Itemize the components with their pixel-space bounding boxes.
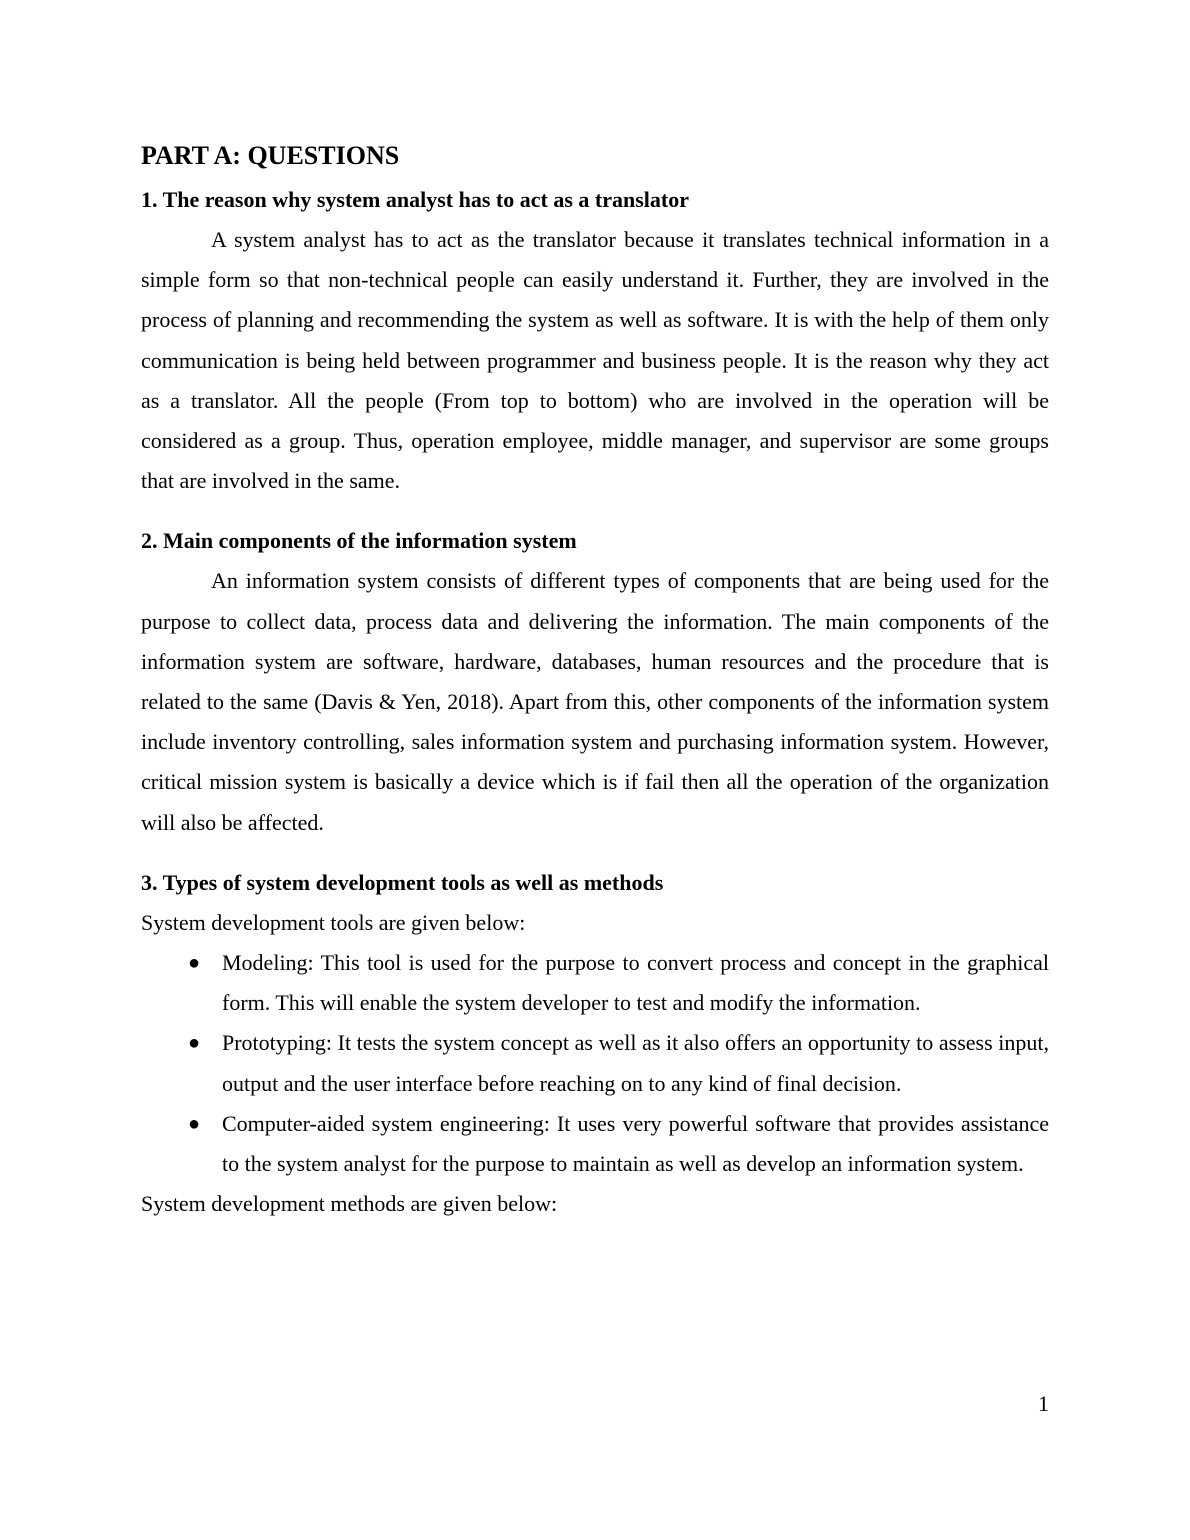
- list-item-text: Computer-aided system engineering: It uses very powerful software that provides assistance to the system analyst for the purpose to maintain as well as develop an information system.: [222, 1110, 1049, 1177]
- section-3-intro: System development tools are given below:: [141, 909, 526, 935]
- tools-bullet-list: [141, 943, 1049, 1184]
- bullet-icon: ●: [188, 1112, 201, 1135]
- list-item: [141, 1023, 1049, 1103]
- bullet-icon: ●: [188, 952, 201, 975]
- section-1-paragraph: A system analyst has to act as the translator because it translates technical information in a simple form so that non-technical people can easily understand it. Further, they are involved in the process of planning and recommending the system as well as software. It is with the help of them only communication is being held between programmer and business people. It is the reason why they act as a translator. All the people (From top to bottom) who are involved in the operation will be considered as a group. Thus, operation employee, middle manager, and supervisor are some groups that are involved in the same.: [141, 227, 1049, 494]
- page-number: 1: [1038, 1391, 1049, 1416]
- page-title: PART A: QUESTIONS: [141, 141, 400, 170]
- section-2-paragraph: An information system consists of different types of components that are being used for the purpose to collect data, process data and delivering the information. The main components of the information system are software, hardware, databases, human resources and the procedure that is related to the same (Davis & Yen, 2018). Apart from this, other components of the information system include inventory controlling, sales information system and purchasing information system. However, critical mission system is basically a device which is if fail then all the operation of the organization will also be affected.: [141, 568, 1049, 835]
- section-3-heading: 3. Types of system development tools as well as methods: [141, 869, 664, 895]
- list-item: [141, 943, 1049, 1023]
- section-3-outro: System development methods are given below:: [141, 1191, 558, 1217]
- section-1-heading: 1. The reason why system analyst has to act as a translator: [141, 187, 689, 212]
- list-item: [141, 1104, 1049, 1184]
- list-item-text: Modeling: This tool is used for the purpose to convert process and concept in the graphical form. This will enable the system developer to test and modify the information.: [222, 950, 1049, 1016]
- section-2-heading: 2. Main components of the information system: [141, 528, 577, 554]
- page-content: [141, 138, 1049, 1224]
- bullet-icon: ●: [188, 1032, 201, 1055]
- list-item-text: Prototyping: It tests the system concept as well as it also offers an opportunity to assess input, output and the user interface before reaching on to any kind of final decision.: [222, 1030, 1049, 1096]
